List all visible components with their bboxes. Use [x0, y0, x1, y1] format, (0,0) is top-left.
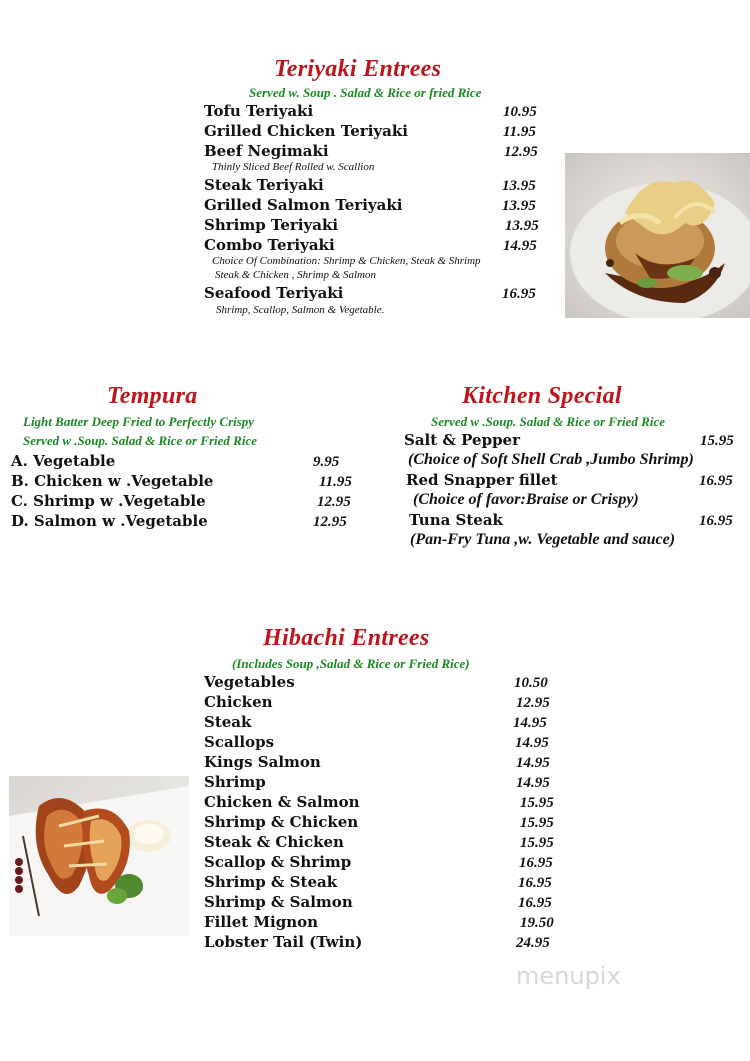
menu-item-price: 15.95	[520, 815, 554, 831]
menu-item-name: Shrimp & Chicken	[204, 813, 359, 831]
menu-item-name: Lobster Tail (Twin)	[204, 933, 363, 951]
item-note: (Choice of favor:Braise or Crispy)	[413, 491, 639, 508]
menu-item-price: 12.95	[504, 144, 538, 160]
menu-item-price: 16.95	[518, 895, 552, 911]
menu-item-price: 15.95	[700, 433, 734, 449]
menu-item-name: Steak Teriyaki	[204, 176, 324, 194]
menu-item-name: Tuna Steak	[409, 511, 503, 529]
menu-item-price: 15.95	[520, 795, 554, 811]
menu-item-name: Red Snapper fillet	[406, 471, 558, 489]
menu-item-price: 12.95	[317, 494, 351, 510]
menu-item-price: 9.95	[313, 454, 340, 470]
tempura-subtitle: Served w .Soup. Salad & Rice or Fried Rice	[23, 433, 257, 448]
kitchen-special-subtitle: Served w .Soup. Salad & Rice or Fried Rice	[431, 414, 665, 429]
menu-item-price: 14.95	[503, 238, 537, 254]
item-note: Shrimp, Scallop, Salmon & Vegetable.	[216, 304, 385, 316]
menu-item-name: B. Chicken w .Vegetable	[11, 472, 214, 490]
menu-item-price: 14.95	[513, 715, 547, 731]
item-note: Thinly Sliced Beef Rolled w. Scallion	[212, 161, 375, 173]
teriyaki-dish-photo	[565, 153, 750, 318]
menu-item-price: 24.95	[516, 935, 550, 951]
menu-item-name: Kings Salmon	[204, 753, 321, 771]
menu-item-name: Scallop & Shrimp	[204, 853, 352, 871]
menu-item-price: 16.95	[699, 473, 733, 489]
menu-item-price: 11.95	[503, 124, 536, 140]
menu-item-price: 13.95	[505, 218, 539, 234]
menu-item-name: Vegetables	[204, 673, 295, 691]
menu-item-price: 12.95	[516, 695, 550, 711]
menu-item-name: Shrimp & Steak	[204, 873, 338, 891]
menu-item-price: 10.95	[503, 104, 537, 120]
menu-item-name: Chicken	[204, 693, 273, 711]
menu-item-name: A. Vegetable	[11, 452, 116, 470]
menu-item-name: Shrimp Teriyaki	[204, 216, 339, 234]
tempura-subtitle: Light Batter Deep Fried to Perfectly Crispy	[23, 414, 255, 429]
tempura-title: Tempura	[107, 383, 198, 409]
menu-item-name: Seafood Teriyaki	[204, 284, 344, 302]
teriyaki-subtitle: Served w. Soup . Salad & Rice or fried Rice	[249, 85, 482, 100]
menu-item-price: 16.95	[502, 286, 536, 302]
kitchen-special-title: Kitchen Special	[462, 383, 622, 409]
menu-item-price: 16.95	[699, 513, 733, 529]
item-note: (Pan-Fry Tuna ,w. Vegetable and sauce)	[410, 531, 676, 548]
menu-item-price: 14.95	[515, 735, 549, 751]
hibachi-title: Hibachi Entrees	[263, 625, 430, 651]
menu-item-name: Combo Teriyaki	[204, 236, 335, 254]
hibachi-subtitle: (Includes Soup ,Salad & Rice or Fried Rice)	[232, 656, 470, 671]
menu-item-price: 15.95	[520, 835, 554, 851]
menu-item-name: Fillet Mignon	[204, 913, 319, 931]
item-note: Choice Of Combination: Shrimp & Chicken, Steak & Shrimp	[212, 255, 481, 267]
menu-item-price: 14.95	[516, 755, 550, 771]
lobster-dish-photo	[9, 776, 189, 936]
menu-item-name: C. Shrimp w .Vegetable	[11, 492, 206, 510]
watermark-logo: menupix	[516, 962, 621, 990]
item-note: Steak & Chicken , Shrimp & Salmon	[215, 269, 377, 281]
menu-item-price: 12.95	[313, 514, 347, 530]
menu-item-name: Scallops	[204, 733, 275, 751]
teriyaki-title: Teriyaki Entrees	[274, 56, 442, 82]
menu-item-price: 13.95	[502, 198, 536, 214]
menu-item-name: Grilled Salmon Teriyaki	[204, 196, 403, 214]
menu-item-price: 19.50	[520, 915, 554, 931]
menu-item-name: Steak & Chicken	[204, 833, 344, 851]
menu-item-price: 16.95	[519, 855, 553, 871]
menu-item-name: Salt & Pepper	[404, 431, 521, 449]
menu-item-price: 14.95	[516, 775, 550, 791]
menu-item-name: Chicken & Salmon	[204, 793, 360, 811]
menu-item-name: Steak	[204, 713, 252, 731]
menu-item-price: 13.95	[502, 178, 536, 194]
menu-item-name: Tofu Teriyaki	[204, 102, 314, 120]
menu-item-name: D. Salmon w .Vegetable	[11, 512, 208, 530]
item-note: (Choice of Soft Shell Crab ,Jumbo Shrimp)	[408, 451, 694, 468]
menu-item-price: 11.95	[319, 474, 352, 490]
menu-item-name: Beef Negimaki	[204, 142, 329, 160]
menu-item-name: Shrimp & Salmon	[204, 893, 353, 911]
menu-item-price: 10.50	[514, 675, 548, 691]
menu-item-name: Shrimp	[204, 773, 266, 791]
menu-item-price: 16.95	[518, 875, 552, 891]
menu-item-name: Grilled Chicken Teriyaki	[204, 122, 408, 140]
